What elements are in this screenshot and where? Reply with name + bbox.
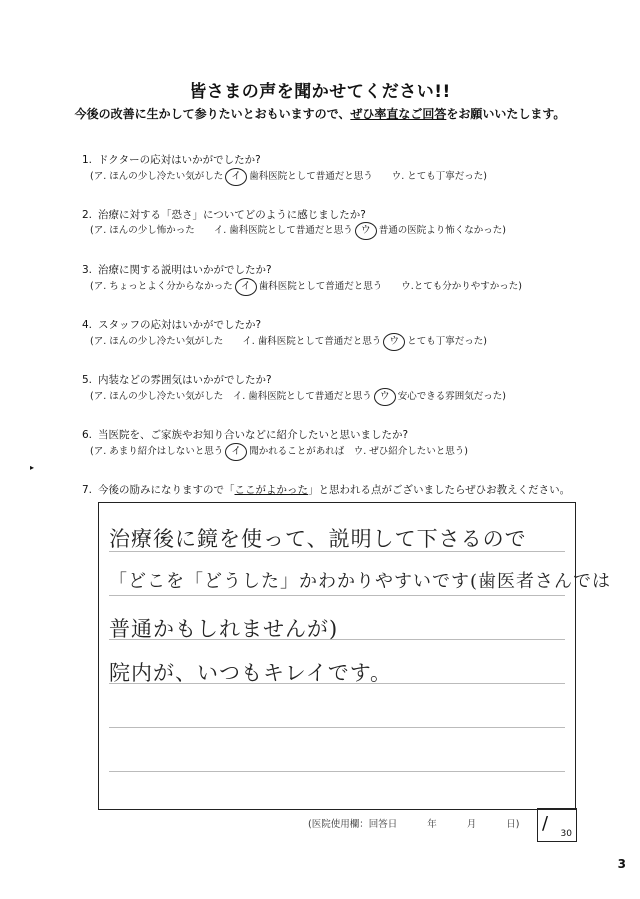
circled-answer[interactable]: ウ	[383, 333, 405, 351]
options-after: 安心できる雰囲気だった)	[397, 391, 507, 402]
q7-underlined: ここがよかった	[234, 484, 308, 496]
ruled-line	[109, 771, 565, 772]
page-title: 皆さまの声を聞かせてください!!	[189, 82, 451, 102]
options-after: 普通の医院より怖くなかった)	[378, 225, 507, 236]
question-text: 治療に関する説明はいかがでしたか?	[98, 264, 272, 276]
q7-pre: 今後の励みになりますので「	[98, 484, 235, 496]
score-denominator: 30	[560, 829, 572, 839]
circled-answer[interactable]: ウ	[355, 222, 377, 240]
question-number: 7.	[82, 484, 93, 496]
options-after: 聞かれることがあれば ウ. ぜひ紹介したいと思う)	[249, 446, 468, 457]
question-number: 6.	[82, 429, 93, 441]
question-3	[82, 262, 272, 277]
question-5-options	[90, 388, 506, 406]
ruled-line	[109, 727, 565, 728]
question-6	[82, 427, 408, 442]
comment-box[interactable]	[98, 502, 612, 810]
question-5	[82, 372, 272, 387]
circled-answer[interactable]: イ	[225, 168, 247, 186]
options-before: (ア. ほんの少し冷たい気がした	[90, 171, 224, 182]
question-number: 3.	[82, 264, 93, 276]
question-text: 当医院を、ご家族やお知り合いなどに紹介したいと思いましたか?	[98, 429, 409, 441]
handwritten-line: 普通かもしれませんが)	[109, 617, 339, 641]
question-text: 内装などの雰囲気はいかがでしたか?	[98, 374, 272, 386]
office-use-field	[308, 816, 549, 830]
question-1-options	[90, 168, 487, 186]
question-1	[82, 152, 261, 167]
options-before: (ア. ほんの少し怖かった イ. 歯科医院として普通だと思う	[90, 225, 353, 236]
options-after: とても丁寧だった)	[407, 336, 488, 347]
question-7	[82, 482, 570, 497]
circled-answer[interactable]: イ	[225, 443, 247, 461]
handwritten-line: 治療後に鏡を使って、説明して下さるので	[109, 527, 527, 551]
options-before: (ア. ちょっとよく分からなかった	[90, 281, 233, 292]
ruled-line	[109, 595, 565, 596]
score-box	[537, 808, 577, 842]
options-after: 歯科医院として普通だと思う ウ.とても分かりやすかった)	[258, 281, 522, 292]
question-3-options	[90, 278, 522, 296]
question-4	[82, 317, 261, 332]
handwritten-line: 「どこを「どうした」かわかりやすいです(歯医者さんでは	[109, 571, 612, 592]
options-before: (ア. ほんの少し冷たい気がした イ. 歯科医院として普通だと思う	[90, 391, 372, 402]
options-before: (ア. あまり紹介はしないと思う	[90, 446, 224, 457]
question-6-options	[90, 443, 468, 461]
page-number: 3	[617, 857, 626, 871]
day-label: 日)	[506, 819, 520, 830]
question-number: 4.	[82, 319, 93, 331]
subtitle-underlined: ぜひ率直なご回答	[350, 107, 447, 121]
question-number: 5.	[82, 374, 93, 386]
handwritten-line: 院内が、いつもキレイです。	[109, 661, 393, 685]
subtitle-post: をお願いいたします。	[446, 107, 566, 121]
circled-answer[interactable]: ウ	[374, 388, 396, 406]
subtitle-pre: 今後の改善に生かして参りたいとおもいますので、	[74, 107, 351, 121]
question-number: 2.	[82, 209, 93, 221]
question-text: ドクターの応対はいかがでしたか?	[98, 154, 261, 166]
question-text: スタッフの応対はいかがでしたか?	[98, 319, 262, 331]
q7-post: 」と思われる点がございましたらぜひお教えください。	[308, 484, 571, 496]
options-after: 歯科医院として普通だと思う ウ. とても丁寧だった)	[249, 171, 487, 182]
page-subtitle	[0, 105, 640, 122]
scan-mark: ▸	[30, 463, 35, 472]
month-label: 月	[466, 819, 477, 830]
year-label: 年	[427, 819, 437, 830]
question-number: 1.	[82, 154, 93, 166]
circled-answer[interactable]: イ	[235, 278, 257, 296]
question-text: 治療に対する「恐さ」についてどのように感じましたか?	[98, 209, 366, 221]
score-slash: /	[542, 813, 549, 834]
question-2	[82, 207, 366, 222]
options-before: (ア. ほんの少し冷たい気がした イ. 歯科医院として普通だと思う	[90, 336, 382, 347]
question-2-options	[90, 222, 506, 240]
question-4-options	[90, 333, 487, 351]
office-use-label: (医院使用欄：回答日	[308, 819, 398, 830]
